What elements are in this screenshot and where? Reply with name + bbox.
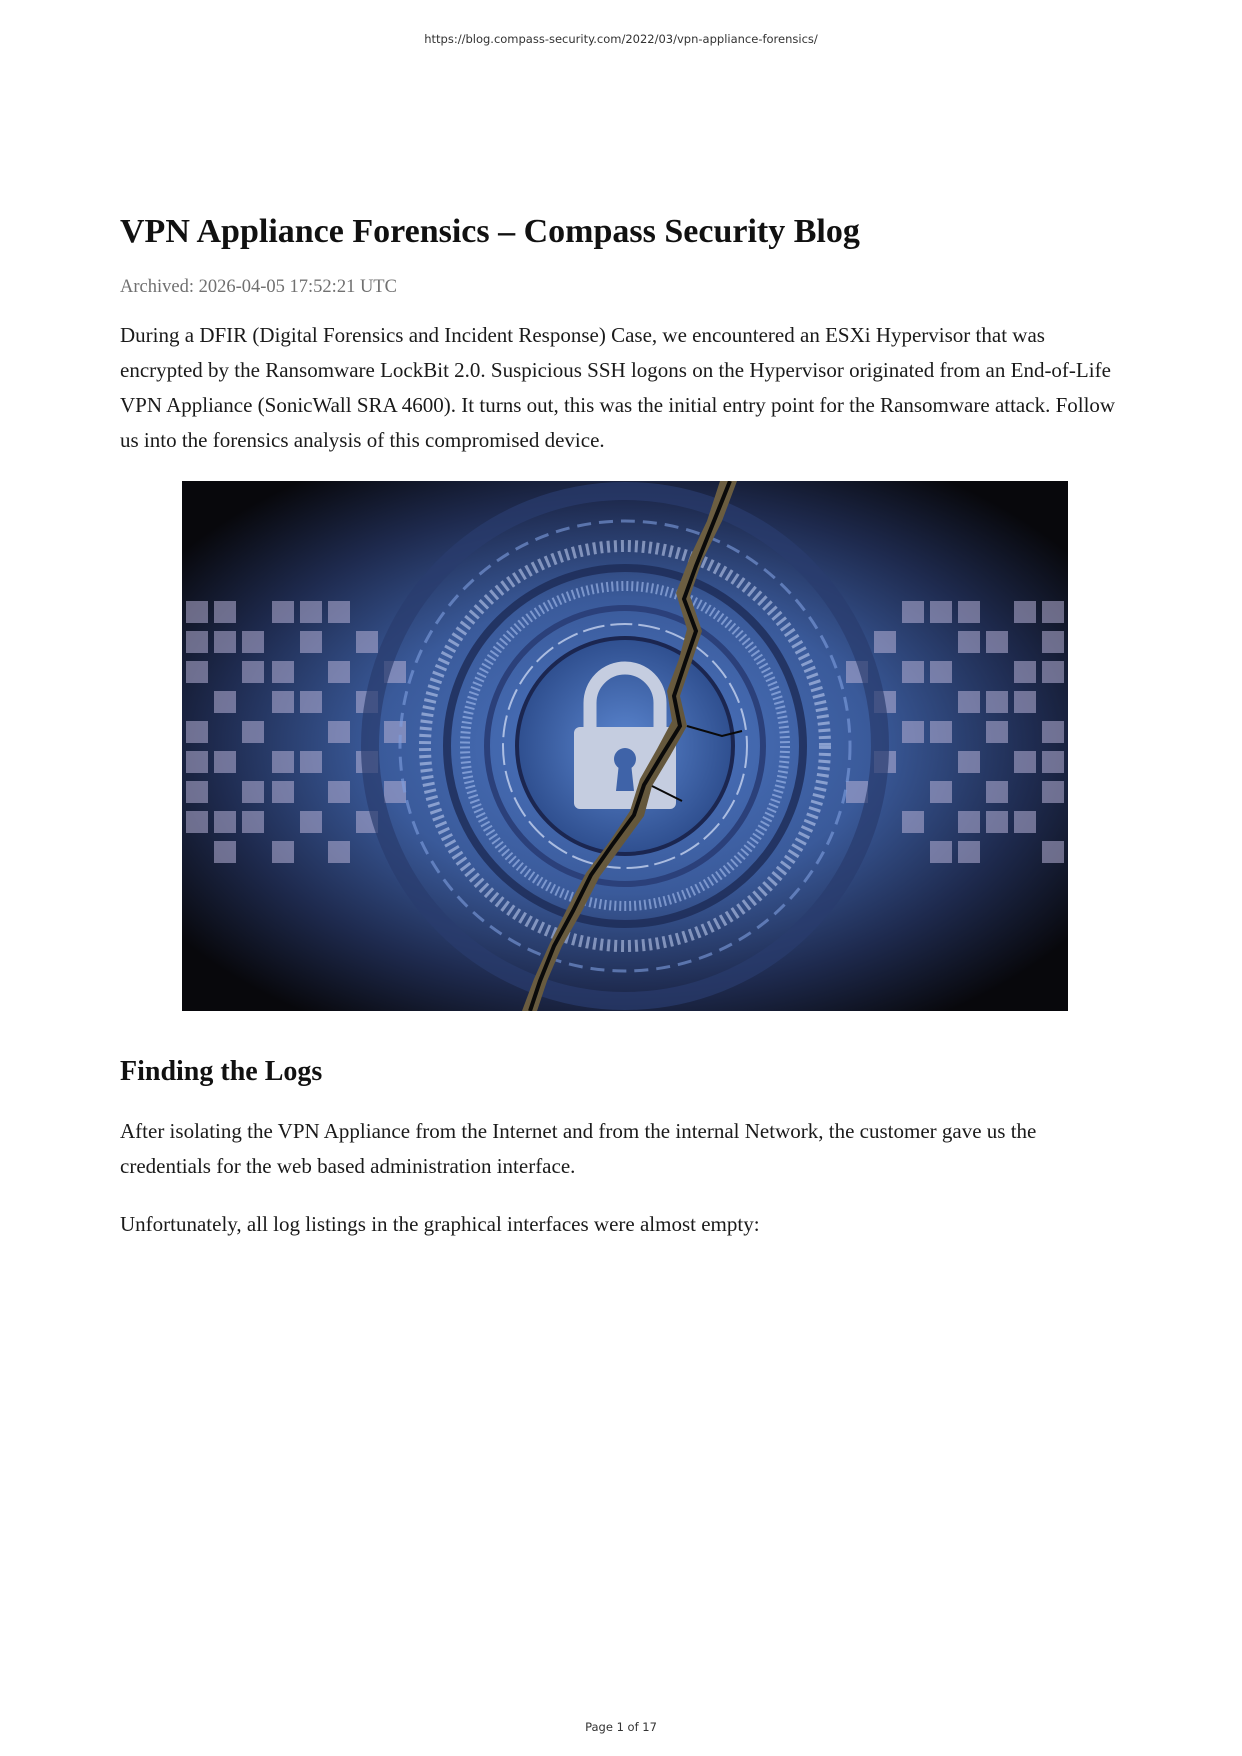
article	[120, 210, 1130, 1265]
page-title: VPN Appliance Forensics – Compass Security Blog	[120, 213, 860, 250]
page-url: https://blog.compass-security.com/2022/03/vpn-appliance-forensics/	[424, 32, 818, 46]
page-number: Page 1 of 17	[585, 1720, 657, 1734]
hero-image	[182, 481, 1068, 1011]
archived-timestamp: Archived: 2026-04-05 17:52:21 UTC	[120, 277, 397, 297]
paragraph-isolation: After isolating the VPN Appliance from the Internet and from the internal Network, the customer gave us the credentials for the web based administration interface.	[120, 1119, 1037, 1178]
intro-paragraph: During a DFIR (Digital Forensics and Incident Response) Case, we encountered an ESXi Hypervisor that was encrypted by the Ransomware LockBit 2.0. Suspicious SSH logons on the Hypervisor originated from an End-of-Life VPN Appliance (SonicWall SRA 4600). It turns out, this was the initial entry point for the Ransomware attack. Follow us into the forensics analysis of this compromised device.	[120, 323, 1116, 452]
section-heading-finding-the-logs: Finding the Logs	[120, 1056, 323, 1087]
paragraph-log-listings: Unfortunately, all log listings in the graphical interfaces were almost empty:	[120, 1212, 760, 1236]
